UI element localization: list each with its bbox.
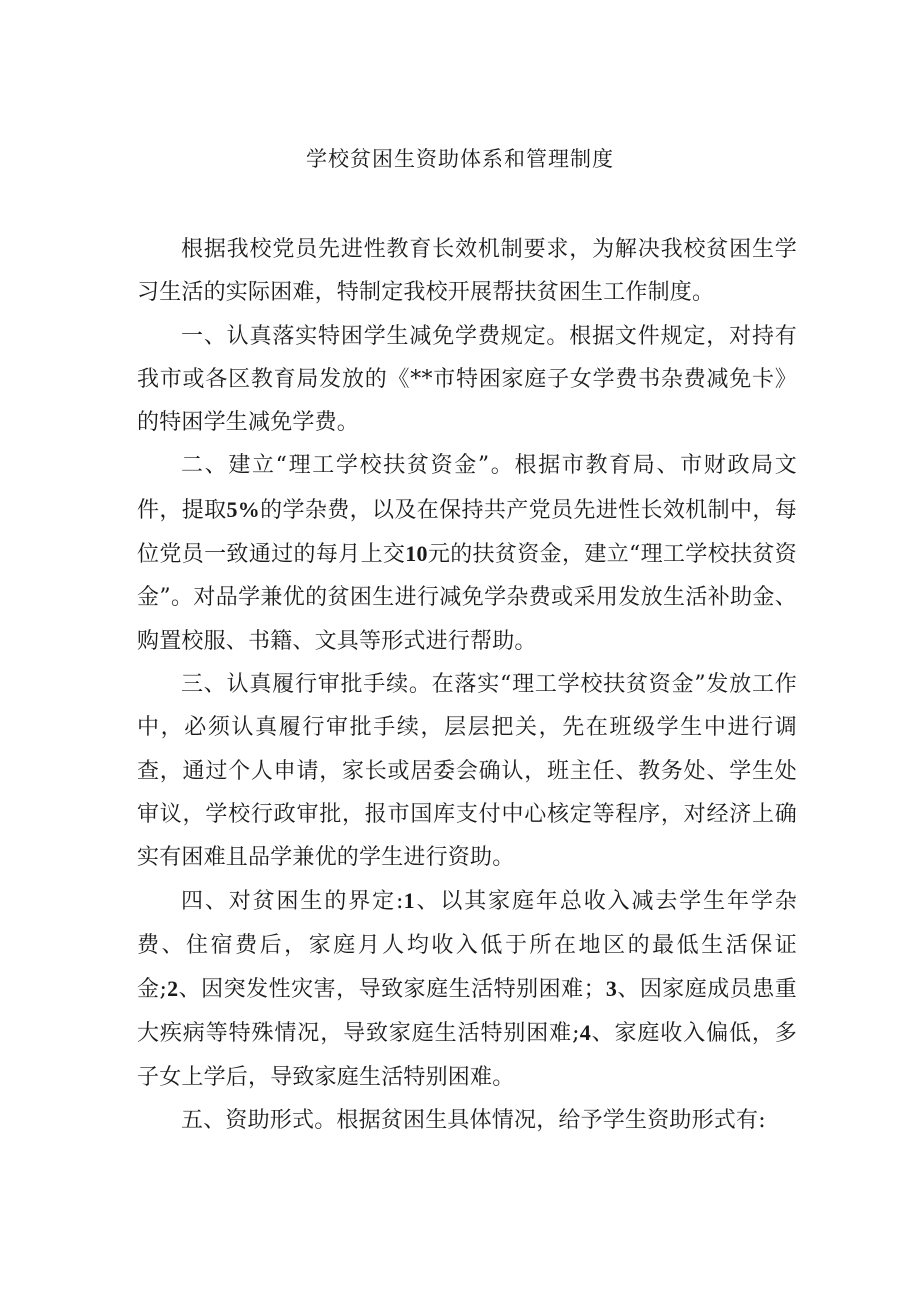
definition-lead: 四、对贫困生的界定: xyxy=(181,889,404,915)
paragraph-aid-forms: 五、资助形式。根据贫困生具体情况，给予学生资助形式有: xyxy=(181,1107,766,1133)
poverty-fund-text-c: 元的扶贫资金，建立“理工学校扶贫资金”。对品学兼优的贫困生进行减免学杂费或采用发放生活补助金、购置校服、书籍、文具等形式进行帮助。 xyxy=(137,542,797,654)
paragraph-approval-procedure: 三、认真履行审批手续。在落实“理工学校扶贫资金”发放工作中，必须认真履行审批手续，层层把关，先在班级学生中进行调查，通过个人申请，家长或居委会确认，班主任、教务处、学生处审议，学校行政审批，报市国库支付中心核定等程序，对经济上确实有困难且品学兼优的学生进行资助。 xyxy=(137,671,797,871)
paragraph-tuition-waiver: 一、认真落实特困学生减免学费规定。根据文件规定，对持有我市或各区教育局发放的《**市特困家庭子女学费书杂费减免卡》的特困学生减免学费。 xyxy=(137,323,797,436)
fee-percentage: 5% xyxy=(226,496,260,522)
criterion-text-1: 、以其家庭年总收入减去学生年学杂费、住宿费后，家庭月人均收入低于所在地区的最低生活保证金; xyxy=(137,889,798,1003)
document-body xyxy=(137,228,797,1142)
criterion-text-3: 、因家庭成员患重大疾病等特殊情况，导致家庭生活特别困难; xyxy=(137,977,798,1047)
paragraph-intro: 根据我校党员先进性教育长效机制要求，为解决我校贫困生学习生活的实际困难，特制定我校开展帮扶贫困生工作制度。 xyxy=(137,237,797,306)
criterion-text-2: 、因突发性灾害，导致家庭生活特别困难； xyxy=(178,977,606,1003)
poverty-fund-text-b: 的学杂费，以及在保持共产党员先进性长效机制中，每位党员一致通过的每月上交 xyxy=(137,497,797,568)
poverty-fund-text-a: 二、建立“理工学校扶贫资金”。根据市教育局、市财政局文件，提取 xyxy=(137,453,797,523)
page-title: 学校贫困生资助体系和管理制度 xyxy=(306,147,614,171)
criterion-text-4: 、家庭收入偏低，多子女上学后，导致家庭生活特别困难。 xyxy=(137,1021,797,1090)
criterion-number-3: 3 xyxy=(605,976,618,1002)
paragraph-poverty-definition xyxy=(137,879,797,1098)
monthly-amount: 10 xyxy=(405,541,428,567)
criterion-number-1: 1 xyxy=(403,888,415,914)
paragraph-poverty-fund xyxy=(137,444,797,662)
criterion-number-2: 2 xyxy=(167,976,179,1002)
criterion-number-4: 4 xyxy=(579,1020,591,1046)
